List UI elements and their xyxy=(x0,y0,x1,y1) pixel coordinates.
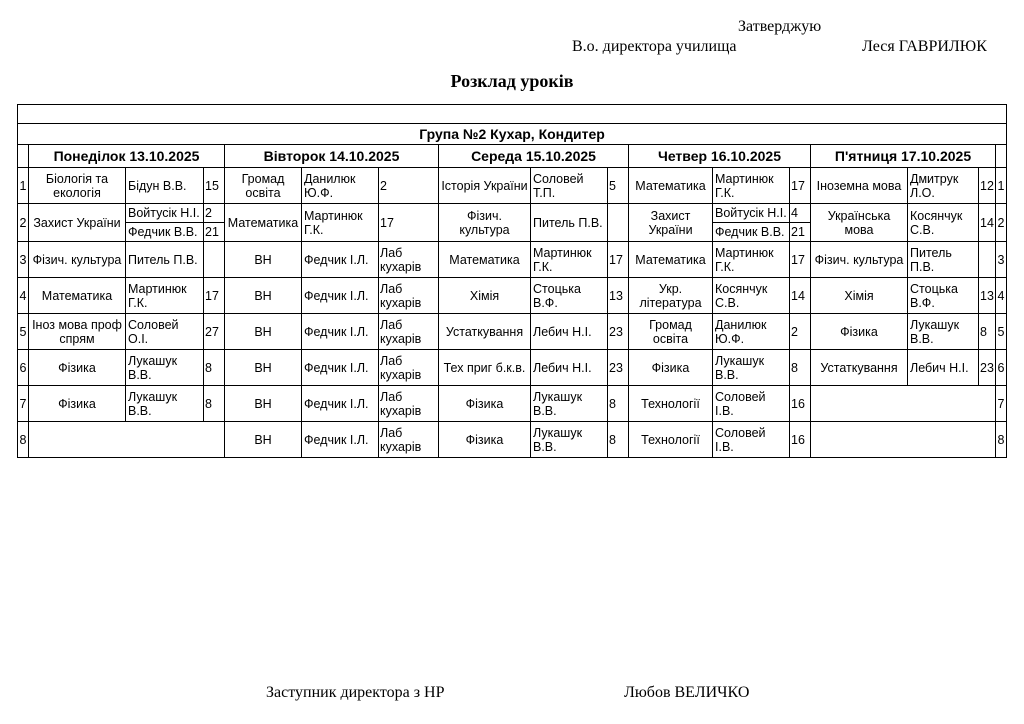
room-friday: 13 xyxy=(979,278,996,314)
subject-monday: Фізич. культура xyxy=(29,242,126,278)
table-row xyxy=(18,386,1007,422)
subject-monday: Біологія та екологія xyxy=(29,168,126,204)
table-row xyxy=(18,242,1007,278)
teacher-friday: Дмитрук Л.О. xyxy=(908,168,979,204)
teacher-tuesday: Данилюк Ю.Ф. xyxy=(302,168,379,204)
subject-wednesday: Фізич. культура xyxy=(439,204,531,242)
room-thursday: 4 xyxy=(790,204,811,223)
room-friday: 23 xyxy=(979,350,996,386)
approval-name: Леся ГАВРИЛЮК xyxy=(862,38,987,55)
teacher-friday: Лебич Н.І. xyxy=(908,350,979,386)
room-monday: 15 xyxy=(204,168,225,204)
lesson-number-right: 7 xyxy=(996,386,1007,422)
teacher-friday: Питель П.В. xyxy=(908,242,979,278)
room-tuesday: Лаб кухарів xyxy=(379,314,439,350)
subject-wednesday: Фізика xyxy=(439,386,531,422)
subject-wednesday: Хімія xyxy=(439,278,531,314)
teacher-tuesday: Мартинюк Г.К. xyxy=(302,204,379,242)
room-wednesday: 13 xyxy=(608,278,629,314)
room2-thursday: 21 xyxy=(790,223,811,242)
teacher-wednesday: Стоцька В.Ф. xyxy=(531,278,608,314)
subject-thursday: Фізика xyxy=(629,350,713,386)
subject-wednesday: Устаткування xyxy=(439,314,531,350)
room-monday: 2 xyxy=(204,204,225,223)
footer-name: Любов ВЕЛИЧКО xyxy=(624,684,750,701)
subject-tuesday: Математика xyxy=(225,204,302,242)
room-friday: 14 xyxy=(979,204,996,242)
footer-role: Заступник директора з НР xyxy=(266,684,445,701)
day-header-tuesday: Вівторок 14.10.2025 xyxy=(225,145,439,168)
teacher-tuesday: Федчик І.Л. xyxy=(302,386,379,422)
room-thursday: 16 xyxy=(790,386,811,422)
room-tuesday: 2 xyxy=(379,168,439,204)
room-thursday: 2 xyxy=(790,314,811,350)
subject-thursday: Технології xyxy=(629,386,713,422)
subject-tuesday: ВН xyxy=(225,278,302,314)
subject-tuesday: ВН xyxy=(225,422,302,458)
subject-friday: Фізика xyxy=(811,314,908,350)
subject-monday: Математика xyxy=(29,278,126,314)
room-wednesday: 23 xyxy=(608,350,629,386)
room-wednesday: 23 xyxy=(608,314,629,350)
subject-thursday: Громад освіта xyxy=(629,314,713,350)
teacher-thursday: Данилюк Ю.Ф. xyxy=(713,314,790,350)
day-header-monday: Понеділок 13.10.2025 xyxy=(29,145,225,168)
lesson-number-right: 2 xyxy=(996,204,1007,242)
table-top-row xyxy=(18,105,1007,124)
subject-friday: Фізич. культура xyxy=(811,242,908,278)
teacher-wednesday: Лукашук В.В. xyxy=(531,422,608,458)
teacher-thursday: Мартинюк Г.К. xyxy=(713,168,790,204)
room-tuesday: 17 xyxy=(379,204,439,242)
lesson-number-left: 7 xyxy=(18,386,29,422)
room-tuesday: Лаб кухарів xyxy=(379,350,439,386)
table-row xyxy=(18,422,1007,458)
teacher-wednesday: Питель П.В. xyxy=(531,204,608,242)
teacher-wednesday: Лукашук В.В. xyxy=(531,386,608,422)
teacher-thursday: Соловей І.В. xyxy=(713,386,790,422)
room-wednesday: 8 xyxy=(608,386,629,422)
table-row xyxy=(18,350,1007,386)
room2-monday: 21 xyxy=(204,223,225,242)
lesson-number-left: 2 xyxy=(18,204,29,242)
teacher-friday: Лукашук В.В. xyxy=(908,314,979,350)
lesson-number-right: 5 xyxy=(996,314,1007,350)
room-thursday: 16 xyxy=(790,422,811,458)
day-header-wednesday: Середа 15.10.2025 xyxy=(439,145,629,168)
teacher-tuesday: Федчик І.Л. xyxy=(302,242,379,278)
schedule-table xyxy=(17,104,1007,458)
subject-wednesday: Тех приг б.к.в. xyxy=(439,350,531,386)
room-tuesday: Лаб кухарів xyxy=(379,386,439,422)
subject-tuesday: ВН xyxy=(225,350,302,386)
lesson-number-left: 4 xyxy=(18,278,29,314)
teacher2-thursday: Федчик В.В. xyxy=(713,223,790,242)
day-header-friday: П'ятниця 17.10.2025 xyxy=(811,145,996,168)
room-thursday: 17 xyxy=(790,168,811,204)
teacher-monday: Соловей О.І. xyxy=(126,314,204,350)
subject-friday: Іноземна мова xyxy=(811,168,908,204)
room-monday: 27 xyxy=(204,314,225,350)
table-row xyxy=(18,314,1007,350)
lesson-number-right: 8 xyxy=(996,422,1007,458)
group-title: Група №2 Кухар, Кондитер xyxy=(18,124,1007,145)
teacher-wednesday: Соловей Т.П. xyxy=(531,168,608,204)
table-row xyxy=(18,204,1007,223)
room-tuesday: Лаб кухарів xyxy=(379,278,439,314)
room-thursday: 14 xyxy=(790,278,811,314)
empty-lesson-friday xyxy=(811,422,996,458)
teacher-tuesday: Федчик І.Л. xyxy=(302,350,379,386)
teacher-tuesday: Федчик І.Л. xyxy=(302,278,379,314)
subject-monday: Захист України xyxy=(29,204,126,242)
teacher-monday: Мартинюк Г.К. xyxy=(126,278,204,314)
teacher-monday: Лукашук В.В. xyxy=(126,386,204,422)
lesson-number-left: 8 xyxy=(18,422,29,458)
room-thursday: 8 xyxy=(790,350,811,386)
lesson-number-right: 6 xyxy=(996,350,1007,386)
subject-thursday: Математика xyxy=(629,242,713,278)
subject-friday: Устаткування xyxy=(811,350,908,386)
subject-wednesday: Історія України xyxy=(439,168,531,204)
room-wednesday xyxy=(608,204,629,242)
teacher-friday: Стоцька В.Ф. xyxy=(908,278,979,314)
room-thursday: 17 xyxy=(790,242,811,278)
teacher-thursday: Войтусік Н.І. xyxy=(713,204,790,223)
teacher-thursday: Косянчук С.В. xyxy=(713,278,790,314)
teacher-tuesday: Федчик І.Л. xyxy=(302,422,379,458)
subject-tuesday: ВН xyxy=(225,314,302,350)
empty-lesson-friday xyxy=(811,386,996,422)
room-friday xyxy=(979,242,996,278)
room-monday: 17 xyxy=(204,278,225,314)
lesson-number-left: 6 xyxy=(18,350,29,386)
subject-tuesday: ВН xyxy=(225,242,302,278)
subject-wednesday: Математика xyxy=(439,242,531,278)
lesson-number-right: 4 xyxy=(996,278,1007,314)
room-friday: 12 xyxy=(979,168,996,204)
subject-monday: Фізика xyxy=(29,350,126,386)
lesson-number-left: 3 xyxy=(18,242,29,278)
room-wednesday: 8 xyxy=(608,422,629,458)
subject-friday: Українська мова xyxy=(811,204,908,242)
day-header-thursday: Четвер 16.10.2025 xyxy=(629,145,811,168)
teacher-thursday: Лукашук В.В. xyxy=(713,350,790,386)
page-title: Розклад уроків xyxy=(450,71,574,91)
room-monday: 8 xyxy=(204,386,225,422)
teacher-monday: Бідун В.В. xyxy=(126,168,204,204)
teacher-wednesday: Лебич Н.І. xyxy=(531,350,608,386)
subject-wednesday: Фізика xyxy=(439,422,531,458)
empty-lesson-monday xyxy=(29,422,225,458)
lesson-number-right: 3 xyxy=(996,242,1007,278)
subject-tuesday: ВН xyxy=(225,386,302,422)
teacher-wednesday: Мартинюк Г.К. xyxy=(531,242,608,278)
days-right-spacer xyxy=(996,145,1007,168)
lesson-number-right: 1 xyxy=(996,168,1007,204)
subject-friday: Хімія xyxy=(811,278,908,314)
teacher-thursday: Мартинюк Г.К. xyxy=(713,242,790,278)
teacher-thursday: Соловей І.В. xyxy=(713,422,790,458)
subject-thursday: Захист України xyxy=(629,204,713,242)
teacher-monday: Войтусік Н.І. xyxy=(126,204,204,223)
teacher-wednesday: Лебич Н.І. xyxy=(531,314,608,350)
approval-role: В.о. директора училища xyxy=(572,38,737,55)
lesson-number-left: 5 xyxy=(18,314,29,350)
lesson-number-left: 1 xyxy=(18,168,29,204)
teacher-monday: Питель П.В. xyxy=(126,242,204,278)
teacher-monday: Лукашук В.В. xyxy=(126,350,204,386)
table-row xyxy=(18,168,1007,204)
room-tuesday: Лаб кухарів xyxy=(379,422,439,458)
days-left-spacer xyxy=(18,145,29,168)
room-friday: 8 xyxy=(979,314,996,350)
room-monday xyxy=(204,242,225,278)
teacher2-monday: Федчик В.В. xyxy=(126,223,204,242)
room-monday: 8 xyxy=(204,350,225,386)
subject-monday: Фізика xyxy=(29,386,126,422)
table-row xyxy=(18,278,1007,314)
teacher-friday: Косянчук С.В. xyxy=(908,204,979,242)
room-wednesday: 17 xyxy=(608,242,629,278)
subject-thursday: Технології xyxy=(629,422,713,458)
subject-thursday: Укр. література xyxy=(629,278,713,314)
subject-thursday: Математика xyxy=(629,168,713,204)
subject-monday: Іноз мова проф спрям xyxy=(29,314,126,350)
approval-title: Затверджую xyxy=(738,18,822,35)
teacher-tuesday: Федчик І.Л. xyxy=(302,314,379,350)
room-wednesday: 5 xyxy=(608,168,629,204)
subject-tuesday: Громад освіта xyxy=(225,168,302,204)
room-tuesday: Лаб кухарів xyxy=(379,242,439,278)
